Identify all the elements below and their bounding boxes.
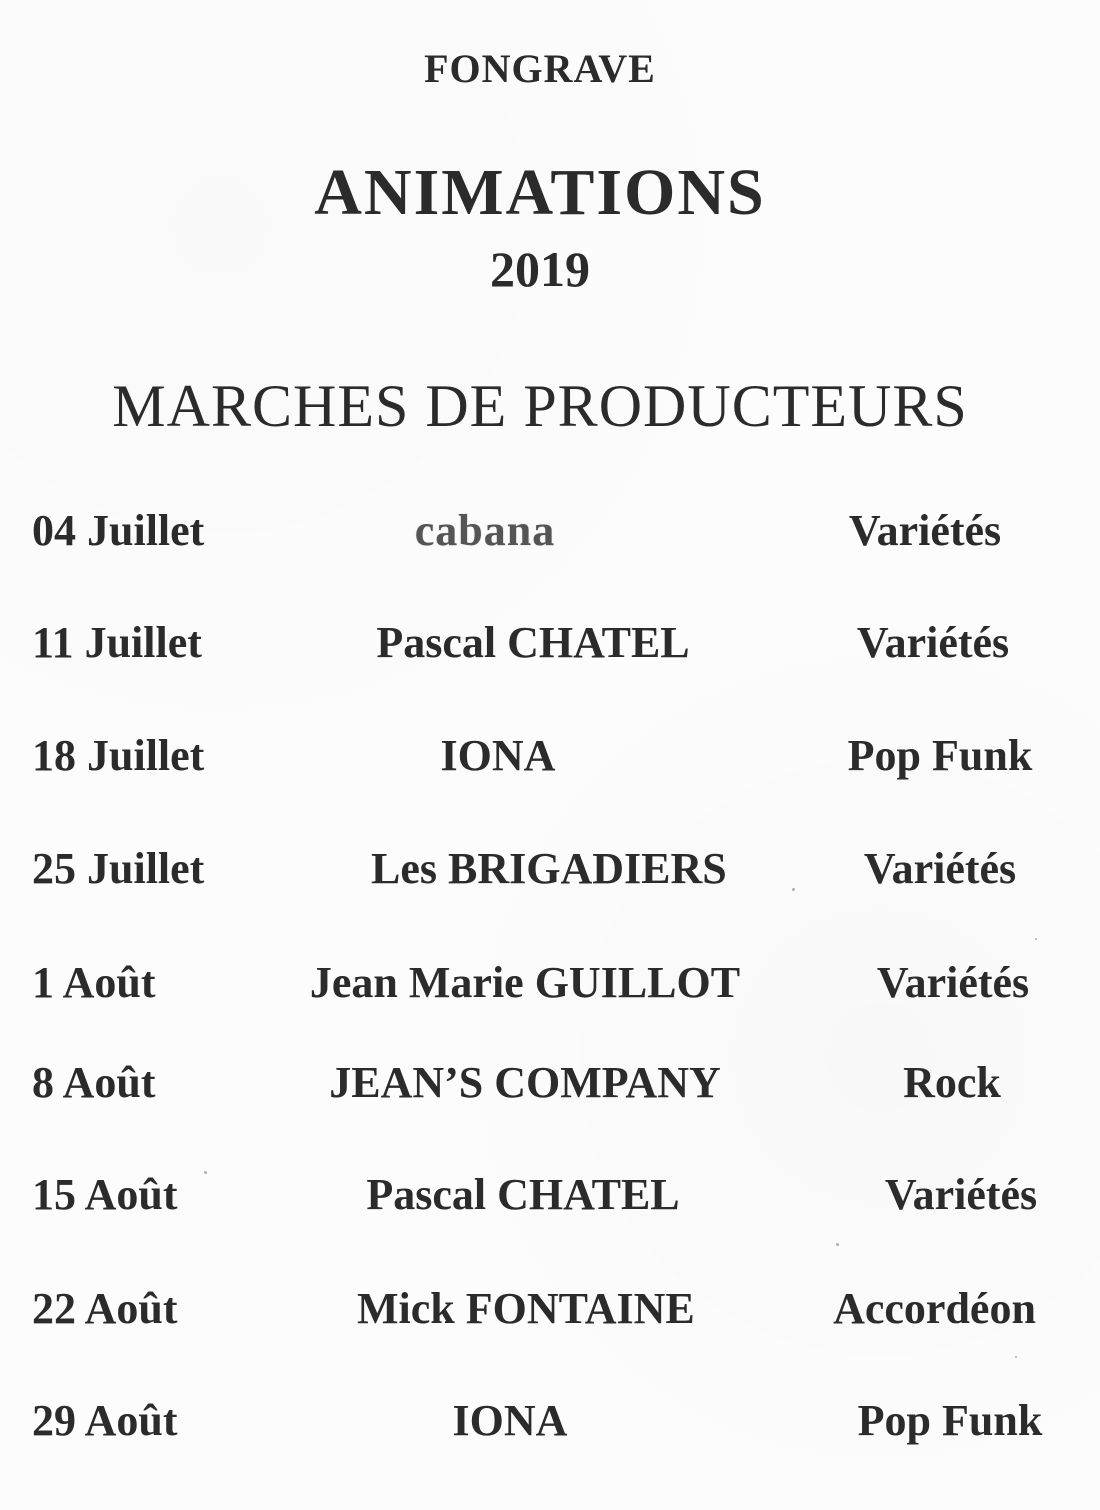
event-genre: Accordéon [833, 1284, 1036, 1333]
event-row [0, 1057, 1100, 1117]
event-genre: Pop Funk [847, 731, 1033, 780]
event-artist: cabana [414, 506, 556, 555]
event-date: 1 Août [32, 958, 156, 1007]
event-row [0, 843, 1100, 903]
event-date: 22 Août [32, 1284, 178, 1333]
event-genre: Pop Funk [857, 1396, 1043, 1445]
market-subtitle: MARCHES DE PRODUCTEURS [112, 373, 968, 439]
town-name: FONGRAVE [424, 46, 656, 91]
event-genre: Rock [903, 1058, 1001, 1107]
scan-speck [1035, 938, 1037, 940]
event-row [0, 1169, 1100, 1229]
event-row [0, 505, 1100, 565]
event-genre: Variétés [856, 618, 1010, 667]
event-year: 2019 [490, 241, 590, 297]
event-genre: Variétés [863, 844, 1017, 893]
event-date: 29 Août [32, 1396, 178, 1445]
event-artist: Pascal CHATEL [376, 618, 690, 667]
event-date: 8 Août [32, 1058, 156, 1107]
scan-speck [1015, 1356, 1017, 1358]
event-artist: Pascal CHATEL [366, 1170, 680, 1219]
event-row [0, 957, 1100, 1017]
event-date: 15 Août [32, 1170, 178, 1219]
scan-speck [792, 888, 795, 891]
event-artist: IONA [440, 731, 556, 780]
scan-speck [836, 1243, 839, 1246]
event-genre: Variétés [848, 506, 1002, 555]
event-row [0, 1395, 1100, 1455]
event-date: 11 Juillet [32, 618, 202, 667]
event-date: 18 Juillet [32, 731, 205, 780]
event-artist: Les BRIGADIERS [371, 844, 727, 893]
event-row [0, 617, 1100, 677]
event-genre: Variétés [884, 1170, 1038, 1219]
event-artist: IONA [452, 1396, 568, 1445]
document-title: ANIMATIONS [314, 156, 766, 229]
event-row [0, 730, 1100, 790]
event-artist: JEAN’S COMPANY [329, 1058, 721, 1107]
scan-speck [204, 1171, 207, 1174]
event-date: 25 Juillet [32, 844, 205, 893]
event-artist: Jean Marie GUILLOT [309, 958, 741, 1007]
event-row [0, 1283, 1100, 1343]
event-artist: Mick FONTAINE [357, 1284, 695, 1333]
event-date: 04 Juillet [32, 506, 205, 555]
event-genre: Variétés [876, 958, 1030, 1007]
